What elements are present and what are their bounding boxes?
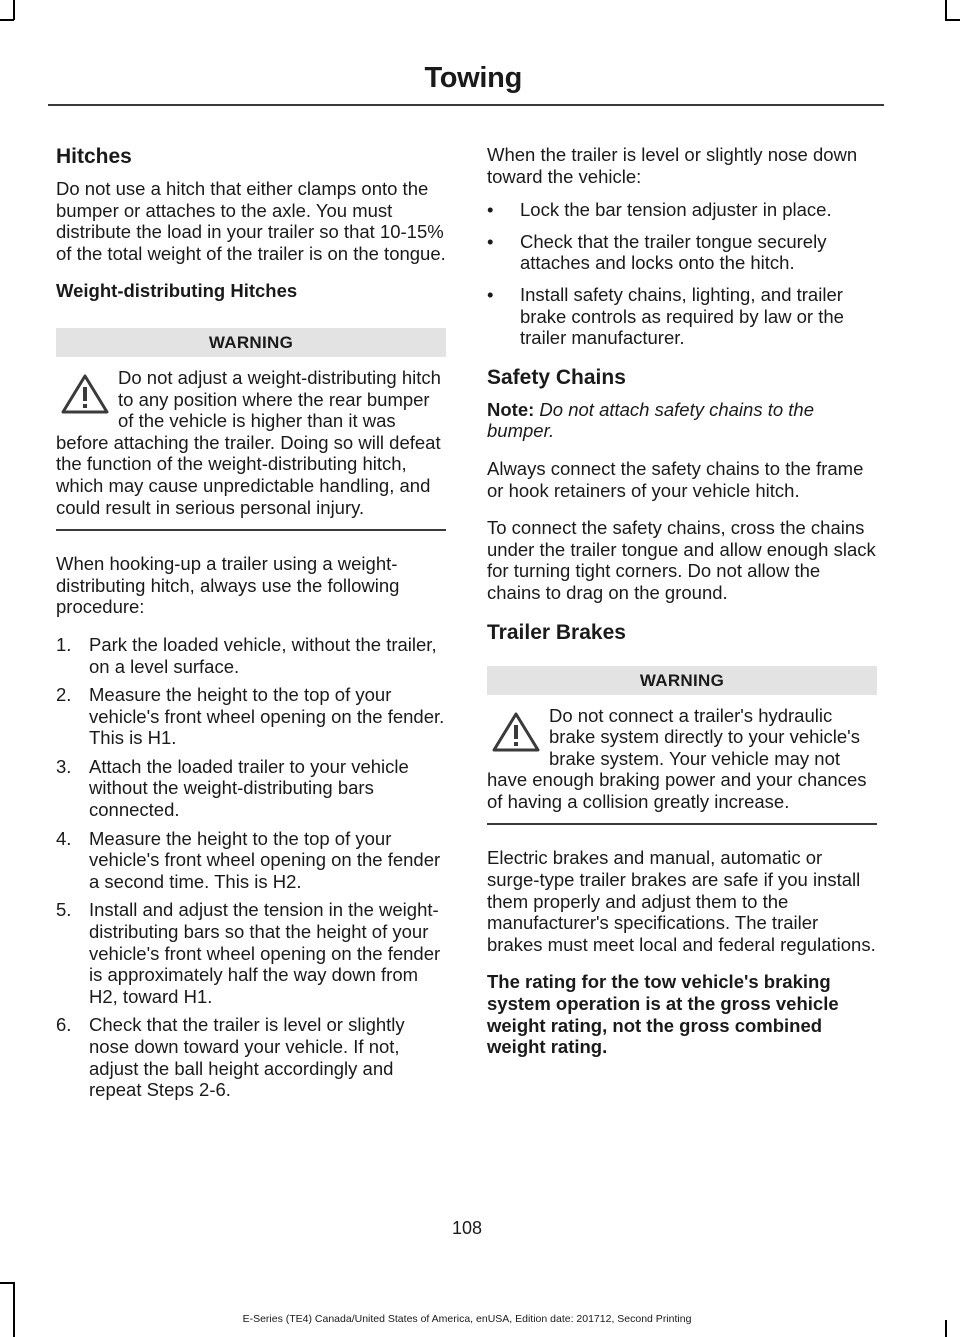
safety-chains-paragraph-2: To connect the safety chains, cross the chains under the trailer tongue and allow enough slack for turning tight corners. Do not allow the chains to drag on the ground. (487, 517, 876, 603)
bullet-mark: • (487, 283, 494, 305)
page-title: Towing (424, 62, 522, 94)
step-text: Check that the trailer is level or slightly nose down toward your vehicle. If not, adjust the ball height accordingly and repeat Steps 2-6. (89, 1014, 405, 1101)
right-column (487, 144, 877, 1074)
safety-chains-paragraph-1: Always connect the safety chains to the frame or hook retainers of your vehicle hitch. (487, 457, 864, 501)
bullet-mark: • (487, 199, 494, 221)
step-text: Park the loaded vehicle, without the trailer, on a level surface. (89, 633, 437, 677)
level-intro: When the trailer is level or slightly nose down toward the vehicle: (487, 144, 858, 187)
list-item (487, 231, 877, 274)
hitches-paragraph: Do not use a hitch that either clamps onto the bumper or attaches to the axle. You must distribute the load in your trailer so that 10-15% of the total weight of the trailer is on the tongue. (56, 178, 446, 264)
step-text: Measure the height to the top of your vehicle's front wheel opening on the fender. This is H1. (89, 684, 445, 749)
list-item (56, 899, 446, 1007)
warning-title: WARNING (487, 666, 877, 695)
warning-text: Do not connect a trailer's hydraulic brake system directly to your vehicle's brake system. Your vehicle may not have enough braking power and your chances of having a collision greatly increase. (487, 704, 867, 812)
procedure-intro: When hooking-up a trailer using a weight-distributing hitch, always use the following procedure: (56, 553, 400, 618)
warning-triangle-icon (491, 711, 541, 753)
crop-mark (945, 19, 960, 21)
warning-triangle-icon (60, 373, 110, 415)
step-number: 5. (56, 899, 72, 921)
list-item (56, 684, 446, 749)
list-item (56, 634, 446, 677)
bullet-text: Install safety chains, lighting, and trailer brake controls as required by law or the trailer manufacturer. (520, 283, 844, 349)
crop-mark (0, 19, 14, 21)
trailer-brakes-heading: Trailer Brakes (487, 620, 626, 644)
step-number: 2. (56, 684, 72, 706)
safety-chains-heading: Safety Chains (487, 365, 626, 389)
list-item (487, 199, 877, 221)
left-column (56, 144, 446, 1117)
list-item (56, 756, 446, 821)
crop-mark (945, 0, 947, 20)
step-number: 3. (56, 755, 72, 777)
list-item (56, 828, 446, 893)
step-text: Attach the loaded trailer to your vehicle without the weight-distributing bars connected. (89, 755, 409, 821)
note-label: Note: (487, 398, 535, 420)
note-text: Do not attach safety chains to the bumper. (487, 398, 815, 442)
level-bullets (487, 199, 877, 349)
step-number: 1. (56, 633, 72, 655)
braking-rating-statement: The rating for the tow vehicle's braking system operation is at the gross vehicle weight rating, not the gross combined weight rating. (487, 971, 839, 1058)
trailer-brakes-paragraph: Electric brakes and manual, automatic or surge-type trailer brakes are safe if you install them properly and adjust them to the manufacturer's specifications. The trailer brakes must meet local and federal regulations. (487, 847, 876, 955)
warning-divider (56, 529, 446, 531)
page-number: 108 (451, 1218, 483, 1238)
warning-title: WARNING (56, 328, 446, 357)
weight-distributing-heading: Weight-distributing Hitches (56, 280, 298, 302)
bullet-mark: • (487, 230, 494, 252)
warning-text: Do not adjust a weight-distributing hitch to any position where the rear bumper of the vehicle is higher than it was before attaching the trailer. Doing so will defeat the function of the weight-distributing hitch, which may cause unpredictable handling, and could result in serious personal injury. (56, 366, 441, 518)
procedure-steps (56, 634, 446, 1101)
bullet-text: Lock the bar tension adjuster in place. (520, 199, 832, 221)
crop-mark (13, 0, 15, 20)
header-divider (48, 104, 884, 106)
step-number: 6. (56, 1014, 72, 1036)
bullet-text: Check that the trailer tongue securely attaches and locks onto the hitch. (520, 230, 827, 274)
step-number: 4. (56, 827, 72, 849)
warning-divider (487, 823, 877, 825)
step-text: Measure the height to the top of your vehicle's front wheel opening on the fender a second time. This is H2. (89, 827, 441, 892)
safety-chains-note (487, 399, 877, 442)
hitch-warning-box (56, 328, 446, 531)
crop-mark (13, 1282, 15, 1337)
edition-footer: E-Series (TE4) Canada/United States of America, enUSA, Edition date: 201712, Second Printing (242, 1313, 692, 1325)
warning-body (56, 367, 446, 531)
hitches-heading: Hitches (56, 145, 132, 168)
crop-mark (945, 1320, 947, 1337)
list-item (56, 1014, 446, 1100)
brakes-warning-box (487, 666, 877, 826)
warning-body (487, 705, 877, 826)
crop-mark (0, 1282, 14, 1284)
step-text: Install and adjust the tension in the weight-distributing bars so that the height of your vehicle's front wheel opening on the fender is approximately half the way down from H2, toward H1. (89, 899, 441, 1007)
list-item (487, 284, 877, 349)
